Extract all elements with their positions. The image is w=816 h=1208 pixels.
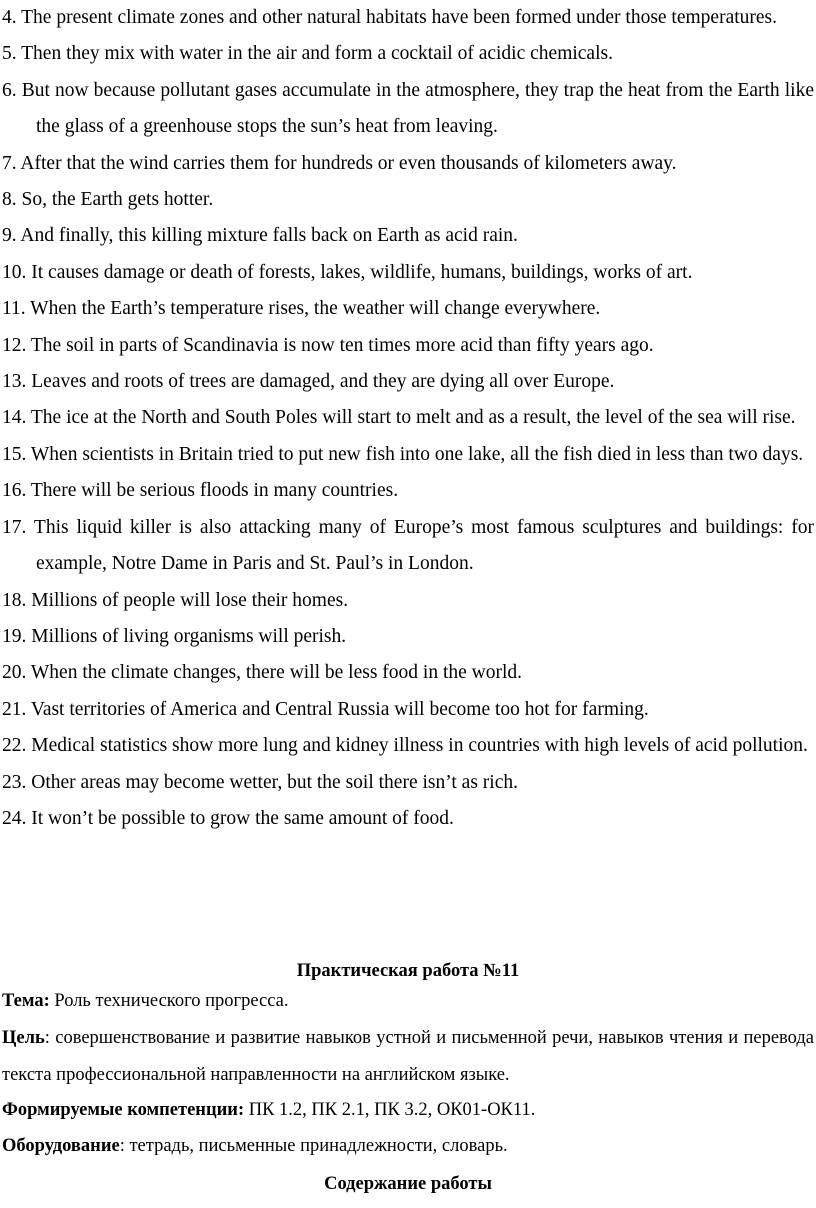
list-item: 13. Leaves and roots of trees are damaged, and they are dying all over Europe.	[2, 371, 615, 393]
list-item: 5. Then they mix with water in the air and form a cocktail of acidic chemicals.	[2, 43, 613, 65]
equipment-line	[2, 1128, 814, 1165]
list-item: 22. Medical statistics show more lung and kidney illness in countries with high levels of acid pollution.	[2, 735, 808, 757]
list-item: 23. Other areas may become wetter, but the soil there isn’t as rich.	[2, 771, 518, 793]
sentence-list	[2, 0, 814, 837]
list-item: 21. Vast territories of America and Central Russia will become too hot for farming.	[2, 698, 649, 720]
list-item: 18. Millions of people will lose their homes.	[2, 589, 349, 611]
goal-label: Цель	[2, 1028, 45, 1048]
list-item: 11. When the Earth’s temperature rises, the weather will change everywhere.	[2, 298, 601, 320]
competencies-line	[2, 1092, 814, 1129]
list-item: 8. So, the Earth gets hotter.	[2, 189, 214, 211]
goal-paragraph	[2, 1020, 814, 1093]
goal-value: : совершенствование и развитие навыков устной и письменной речи, навыков чтения и перевода текста профессиональной направленности на английском языке.	[2, 1028, 814, 1085]
topic-line	[2, 983, 814, 1020]
equipment-value: : тетрадь, письменные принадлежности, словарь.	[119, 1136, 508, 1156]
list-item: 16. There will be serious floods in many countries.	[2, 480, 399, 502]
list-item: 19. Millions of living organisms will perish.	[2, 625, 347, 647]
list-item: 14. The ice at the North and South Poles will start to melt and as a result, the level of the sea will rise.	[2, 407, 796, 429]
content-heading: Содержание работы	[324, 1174, 492, 1194]
list-item: 4. The present climate zones and other natural habitats have been formed under those temperatures.	[2, 7, 778, 28]
competencies-value: ПК 1.2, ПК 2.1, ПК 3.2, ОК01-ОК11.	[244, 1100, 536, 1120]
topic-label: Тема:	[2, 991, 50, 1011]
list-item: 15. When scientists in Britain tried to put new fish into one lake, all the fish died in less than two days.	[2, 443, 804, 465]
list-item: 6. But now because pollutant gases accumulate in the atmosphere, they trap the heat from the Earth like the glass of a greenhouse stops the sun’s heat from leaving.	[2, 79, 814, 138]
competencies-label: Формируемые компетенции:	[2, 1100, 245, 1120]
topic-value: Роль технического прогресса.	[49, 991, 289, 1011]
list-item: 17. This liquid killer is also attacking many of Europe’s most famous sculptures and buildings: for example, Notre Dame in Paris and St. Paul’s in London.	[2, 516, 814, 575]
equipment-label: Оборудование	[2, 1136, 120, 1156]
list-item: 9. And finally, this killing mixture falls back on Earth as acid rain.	[2, 225, 518, 247]
list-item: 7. After that the wind carries them for hundreds or even thousands of kilometers away.	[2, 152, 677, 174]
list-item: 10. It causes damage or death of forests, lakes, wildlife, humans, buildings, works of art.	[2, 261, 693, 283]
list-item: 20. When the climate changes, there will be less food in the world.	[2, 662, 523, 684]
list-item: 24. It won’t be possible to grow the same amount of food.	[2, 807, 454, 829]
list-item: 12. The soil in parts of Scandinavia is now ten times more acid than fifty years ago.	[2, 334, 654, 356]
practical-work-title: Практическая работа №11	[296, 961, 520, 981]
